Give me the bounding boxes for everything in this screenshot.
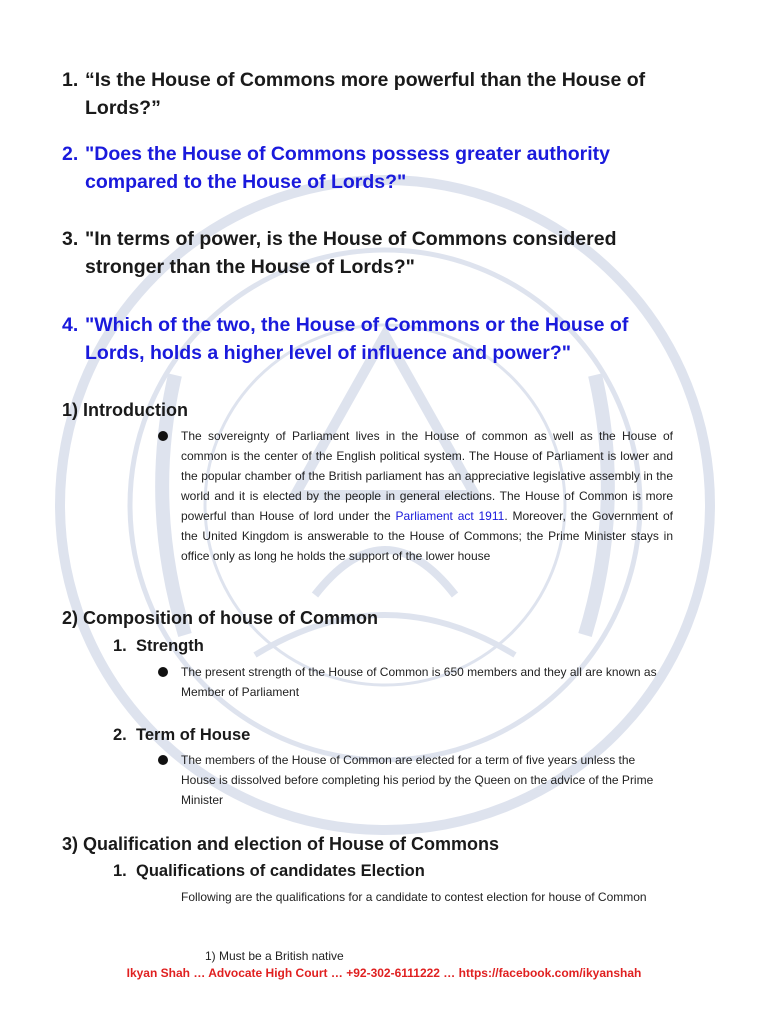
question-1-text: “Is the House of Commons more powerful than the House of Lords?” xyxy=(85,69,646,119)
question-3-text: "In terms of power, is the House of Commons considered stronger than the House of Lords?" xyxy=(85,228,617,278)
footer-contact: Ikyan Shah … Advocate High Court … +92-302-6111222 … https://facebook.com/ikyanshah xyxy=(126,966,642,980)
strength-heading: 1. Strength xyxy=(113,637,204,655)
introduction-heading: 1) Introduction xyxy=(62,400,188,420)
strength-text: The present strength of the House of Common is 650 members and they all are known as Member of Parliament xyxy=(181,665,657,699)
question-3 xyxy=(62,225,692,281)
question-2-text: "Does the House of Commons possess greater authority compared to the House of Lords?" xyxy=(85,143,611,193)
question-2-number: 2. xyxy=(62,143,79,165)
introduction-bullet xyxy=(158,426,673,566)
question-4-text: "Which of the two, the House of Commons or the House of Lords, holds a higher level of influence and power?" xyxy=(85,314,629,364)
term-of-house-heading: 2. Term of House xyxy=(113,726,251,744)
question-4 xyxy=(62,311,692,367)
composition-heading: 2) Composition of house of Common xyxy=(62,608,378,628)
question-1-number: 1. xyxy=(62,69,79,91)
qualifications-intro-text: Following are the qualifications for a candidate to contest election for house of Common xyxy=(181,890,647,904)
bullet-dot xyxy=(158,431,168,441)
question-2 xyxy=(62,140,692,196)
bullet-dot xyxy=(158,667,168,677)
parliament-act-link[interactable]: Parliament act 1911 xyxy=(395,509,505,523)
question-4-number: 4. xyxy=(62,314,79,336)
term-of-house-text: The members of the House of Common are elected for a term of five years unless the House is dissolved before completing his period by the Queen on the advice of the Prime Minister xyxy=(181,753,654,807)
qualifications-candidates-heading: 1. Qualifications of candidates Election xyxy=(113,862,425,880)
bullet-dot xyxy=(158,755,168,765)
term-of-house-bullet xyxy=(158,750,673,810)
question-3-number: 3. xyxy=(62,228,79,250)
qualification-list-item: 1) Must be a British native xyxy=(205,949,344,963)
question-1 xyxy=(62,66,692,122)
introduction-text: The sovereignty of Parliament lives in the House of common as well as the House of common is the center of the English political system. The House of Parliament is lower and the popular chamber of the British parliament has an appreciative legislative assembly in the world and it is elected by the people in general elections. The House of Common is more powerful than House of lord under the Parliament act 1911. Moreover, the Government of the United Kingdom is answerable to the House of Commons; the Prime Minister stays in office only as long he holds the support of the lower house xyxy=(181,429,674,563)
strength-bullet xyxy=(158,662,673,702)
qualification-heading: 3) Qualification and election of House of Commons xyxy=(62,834,500,854)
